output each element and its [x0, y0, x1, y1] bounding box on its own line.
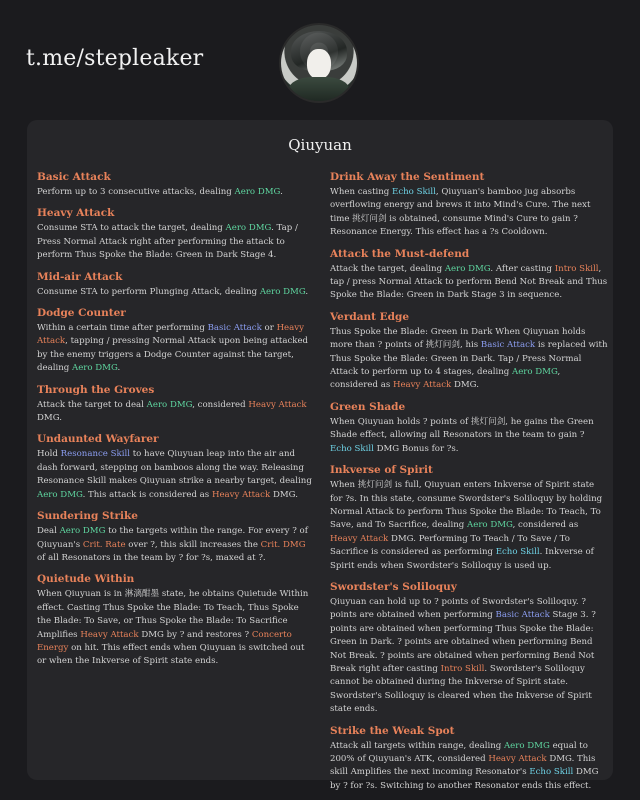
keyword-heavy: Heavy Attack	[80, 629, 139, 640]
skill-name: Swordster's Soliloquy	[330, 580, 457, 593]
skill-entry	[330, 724, 608, 794]
skills-left-column	[37, 170, 315, 676]
keyword-basic: Basic Attack	[207, 323, 262, 334]
skill-name: Quietude Within	[37, 573, 135, 586]
keyword-aero: Aero DMG	[503, 740, 550, 751]
skill-name: Through the Groves	[37, 383, 155, 396]
keyword-aero: Aero DMG	[234, 187, 281, 197]
skill-description: Qiuyuan can hold up to ? points of Swordster's Soliloquy. ? points are obtained when performing Basic Attack Stage 3. ? points are obtained when performing Thus Spoke the Blade: Green in Dark. ? points are obtained when performing Bend Not Break. ? points are obtained when performing Bend Not Break right after casting Intro Skill. Swordster's Soliloquy cannot be obtained during the Inkverse of Spirit state. Swordster's Soliloquy is cleared when the Inkverse of Spirit state ends.	[330, 596, 596, 715]
keyword-intro: Intro Skill	[440, 663, 485, 674]
keyword-echo: Echo Skill	[529, 767, 574, 778]
keyword-aero: Aero DMG	[259, 286, 306, 297]
keyword-basic: Basic Attack	[480, 340, 536, 351]
skill-entry	[37, 270, 315, 299]
keyword-heavy: Heavy Attack	[392, 380, 452, 391]
keyword-aero: Aero DMG	[146, 399, 193, 410]
skill-name: Verdant Edge	[330, 310, 410, 323]
skill-description: When Qiuyuan holds ? points of 挑灯问剑, he gains the Green Shade effect, allowing all Resonators in the team to gain ? Echo Skill DMG Bonus for ?s.	[330, 416, 594, 454]
skill-description: Attack all targets within range, dealing Aero DMG equal to 200% of Qiuyuan's ATK, considered Heavy Attack DMG. This skill Amplifies the next incoming Resonator's Echo Skill DMG by ? for ?s. Switching to another Resonator ends this effect.	[330, 740, 599, 791]
keyword-heavy: Heavy Attack	[211, 489, 271, 500]
keyword-aero: Aero DMG	[37, 489, 83, 500]
keyword-heavy: Heavy Attack	[488, 754, 547, 764]
skill-description: Deal Aero DMG to the targets within the range. For every ? of Qiuyuan's Crit. Rate over ?, this skill increases the Crit. DMG of all Resonators in the team by ? for ?s, maxed at ?.	[37, 526, 308, 563]
keyword-echo: Echo Skill	[392, 187, 436, 197]
avatar-face	[307, 49, 331, 79]
skill-entry	[37, 170, 315, 199]
avatar-cloth	[289, 77, 349, 101]
skill-name: Undaunted Wayfarer	[37, 433, 159, 446]
skill-name: Dodge Counter	[37, 307, 126, 320]
skill-name: Strike the Weak Spot	[330, 724, 455, 737]
skill-name: Attack the Must-defend	[330, 247, 470, 260]
skill-name: Inkverse of Spirit	[330, 464, 433, 477]
skill-description: Thus Spoke the Blade: Green in Dark When Qiuyuan holds more than ? points of 挑灯问剑, his Basic Attack is replaced with Thus Spoke the Blade: Green in Dark. Tap / Press Normal Attack to perform up to 4 stages, dealing Aero DMG, considered as Heavy Attack DMG.	[330, 326, 608, 391]
keyword-crit: Crit. Rate	[82, 539, 126, 550]
keyword-basic: Basic Attack	[495, 610, 550, 621]
skill-entry	[330, 310, 608, 393]
skills-right-column	[330, 170, 608, 800]
keyword-aero: Aero DMG	[511, 367, 558, 378]
keyword-echo: Echo Skill	[330, 443, 374, 454]
header-bar	[0, 0, 640, 120]
skill-entry	[37, 572, 315, 668]
skill-entry	[37, 509, 315, 565]
skill-entry	[330, 247, 608, 303]
skill-description: Within a certain time after performing Basic Attack or Heavy Attack, tapping / pressing Normal Attack upon being attacked by the enemy triggers a Dodge Counter against the target, dealing Aero DMG.	[37, 323, 309, 374]
skill-description: Perform up to 3 consecutive attacks, dealing Aero DMG.	[37, 187, 283, 197]
skill-description: When casting Echo Skill, Qiuyuan's bamboo jug absorbs overflowing energy and brews it into Mind's Cure. The next time 挑灯问剑 is obtained, consume Mind's Cure to gain ? Resonance Energy. This effect has a ?s Cooldown.	[330, 187, 591, 238]
avatar[interactable]	[281, 25, 357, 101]
keyword-echo: Echo Skill	[495, 547, 540, 558]
skill-description: Attack the target, dealing Aero DMG. After casting Intro Skill, tap / press Normal Attack to perform Bend Not Break and Thus Spoke the Blade: Green in Dark Stage 3 in sequence.	[330, 263, 608, 301]
skill-description: When 挑灯问剑 is full, Qiuyuan enters Inkverse of Spirit state for ?s. In this state, consume Swordster's Soliloquy by holding Normal Attack to perform Thus Spoke the Blade: To Teach, To Save, and To Sacrifice, dealing Aero DMG, considered as Heavy Attack DMG. Performing To Teach / To Save / To Sacrifice is considered as performing Echo Skill. Inkverse of Spirit ends when Swordster's Soliloquy is used up.	[330, 480, 603, 571]
keyword-heavy: Heavy Attack	[330, 533, 389, 544]
skill-name: Drink Away the Sentiment	[330, 171, 485, 183]
skill-name: Basic Attack	[37, 171, 111, 183]
skill-card	[27, 120, 613, 791]
skill-entry	[330, 170, 608, 240]
skill-description: Hold Resonance Skill to have Qiuyuan leap into the air and dash forward, stepping on bamboos along the way. Releasing Resonance Skill makes Qiuyuan strike a nearby target, dealing Aero DMG. This attack is considered as Heavy Attack DMG.	[37, 449, 312, 500]
keyword-heavy: Concerto Energy	[37, 629, 292, 653]
skill-entry	[330, 400, 608, 456]
skill-entry	[37, 383, 315, 426]
keyword-intro: Intro Skill	[554, 263, 599, 274]
skill-entry	[330, 463, 608, 573]
keyword-aero: Aero DMG	[59, 526, 106, 537]
keyword-aero: Aero DMG	[444, 263, 491, 274]
skill-description: When Qiuyuan is in 淋漓酣墨 state, he obtains Quietude Within effect. Casting Thus Spoke the Blade: To Teach, Thus Spoke the Blade: To Save, or Thus Spoke the Blade: To Sacrifice Amplifies Heavy Attack DMG by ? and restores ? Concerto Energy on hit. This effect ends when Qiuyuan is switched out or when the Inkverse of Spirit state ends.	[37, 589, 309, 667]
skill-entry	[330, 580, 608, 717]
keyword-aero: Aero DMG	[71, 363, 118, 374]
keyword-res: Resonance Skill	[60, 449, 130, 460]
keyword-heavy: Heavy Attack	[248, 399, 307, 410]
skill-name: Heavy Attack	[37, 207, 115, 220]
skill-name: Sundering Strike	[37, 510, 138, 523]
channel-link[interactable]: t.me/stepleaker	[26, 46, 204, 71]
character-name: Qiuyuan	[288, 136, 352, 154]
keyword-aero: Aero DMG	[467, 520, 513, 531]
skill-description: Consume STA to attack the target, dealing Aero DMG. Tap / Press Normal Attack right after performing the attack to perform Thus Spoke the Blade: Green in Dark Stage 4.	[37, 223, 298, 261]
skill-name: Mid-air Attack	[37, 270, 123, 283]
skill-description: Consume STA to perform Plunging Attack, dealing Aero DMG.	[37, 286, 309, 297]
keyword-aero: Aero DMG	[225, 223, 272, 234]
keyword-crit: Crit. DMG	[260, 539, 306, 550]
skill-entry	[37, 306, 315, 376]
skill-entry	[37, 432, 315, 502]
skill-entry	[37, 206, 315, 262]
skill-description: Attack the target to deal Aero DMG, considered Heavy Attack DMG.	[37, 399, 307, 424]
keyword-heavy: Heavy Attack	[37, 323, 304, 347]
skill-name: Green Shade	[330, 400, 406, 413]
